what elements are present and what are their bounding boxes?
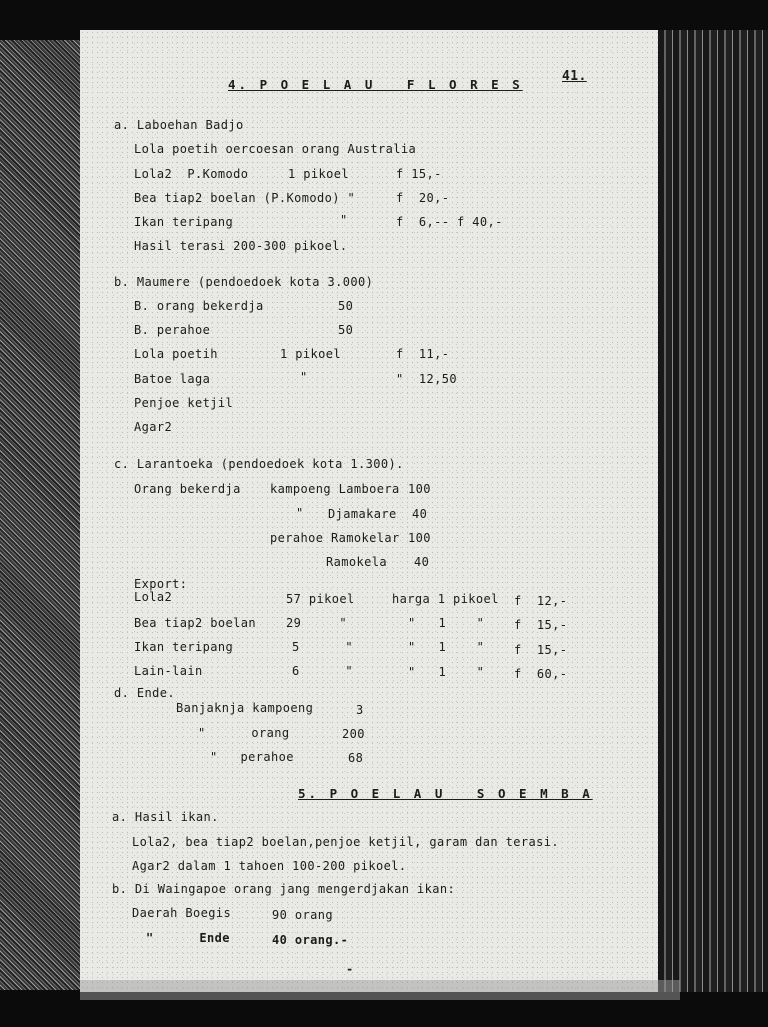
text-line: Orang bekerdja [134, 482, 241, 496]
footer-mark: - [346, 962, 354, 976]
text-line: f 15,- [514, 643, 568, 657]
text-line: Djamakare [328, 507, 397, 521]
text-line: Lola poetih [134, 347, 218, 361]
text-line: 1 pikoel [280, 347, 341, 361]
text-line: B. orang bekerdja [134, 299, 264, 313]
soemba-a-label: a. Hasil ikan. [112, 810, 219, 824]
text-line: 50 [338, 323, 354, 337]
text-line: f 12,- [514, 594, 568, 608]
section-c-label: c. Larantoeka (pendoedoek kota 1.300). [114, 457, 404, 471]
text-line: " perahoe [210, 750, 294, 764]
text-line: 6 " [292, 664, 353, 678]
text-line: " [296, 506, 304, 520]
text-line: 50 [338, 299, 354, 313]
text-line: Lola2 P.Komodo [134, 167, 249, 181]
text-line: 68 [348, 751, 364, 765]
text-line: 5 " [292, 640, 353, 654]
text-line: f 15,- [514, 618, 568, 632]
text-line: " 1 " [408, 665, 485, 679]
text-line: f 60,- [514, 667, 568, 681]
text-line: harga 1 pikoel [392, 592, 499, 606]
text-line: 1 pikoel [288, 167, 349, 181]
text-line: " [340, 213, 348, 227]
text-line: f 20,- [396, 191, 450, 205]
text-line: f 6,-- f 40,- [396, 215, 503, 229]
text-line: Penjoe ketjil [134, 396, 234, 410]
text-line: Ramokela [326, 555, 387, 569]
text-line: Hasil terasi 200-300 pikoel. [134, 239, 348, 253]
text-line: 40 [414, 555, 430, 569]
text-line: Lola poetih oercoesan orang Australia [134, 142, 417, 156]
heading-poelau-soemba: 5. P O E L A U S O E M B A [298, 786, 593, 801]
text-line: Lola2, bea tiap2 boelan,penjoe ketjil, garam dan terasi. [132, 835, 559, 849]
section-b-label: b. Maumere (pendoedoek kota 3.000) [114, 275, 374, 289]
text-line: perahoe Ramokelar [270, 531, 400, 545]
text-line: Batoe laga [134, 372, 211, 386]
scan-bottom-edge [80, 980, 680, 1000]
text-line: 100 [408, 531, 431, 545]
text-line: " orang [198, 726, 290, 740]
text-line: Bea tiap2 boelan [134, 616, 256, 630]
text-line: 40 orang.- [272, 933, 349, 947]
text-line: Daerah Boegis [132, 906, 232, 920]
page-number: 41. [562, 69, 587, 84]
text-line: f 15,- [396, 167, 442, 181]
section-a-label: a. Laboehan Badjo [114, 118, 244, 132]
text-line: " Ende [146, 931, 230, 945]
text-line: Agar2 dalam 1 tahoen 100-200 pikoel. [132, 859, 407, 873]
text-line: " [300, 370, 308, 384]
text-line: Agar2 [134, 420, 173, 434]
text-line: " 1 " [408, 640, 485, 654]
text-line: Banjaknja kampoeng [176, 701, 314, 715]
text-line: 200 [342, 727, 365, 741]
text-line: 40 [412, 507, 428, 521]
scan-right-edge [658, 30, 768, 992]
text-line: Ikan teripang [134, 640, 234, 654]
text-line: 29 " [286, 616, 347, 630]
section-d-label: d. Ende. [114, 686, 175, 700]
text-line: Lola2 [134, 590, 173, 604]
text-line: f 11,- [396, 347, 450, 361]
text-line: B. perahoe [134, 323, 211, 337]
text-line: 90 orang [272, 908, 333, 922]
text-line: 100 [408, 482, 431, 496]
text-line: Lain-lain [134, 664, 203, 678]
heading-poelau-flores: 4. P O E L A U F L O R E S [228, 77, 523, 92]
text-line: kampoeng Lamboera [270, 482, 400, 496]
text-line: 57 pikoel [286, 592, 355, 606]
text-line: Bea tiap2 boelan (P.Komodo) " [134, 191, 356, 205]
text-line: 3 [356, 703, 364, 717]
text-line: " 12,50 [396, 372, 457, 386]
soemba-b-label: b. Di Waingapoe orang jang mengerdjakan ikan: [112, 882, 456, 896]
export-label: Export: [134, 577, 188, 591]
text-line: " 1 " [408, 616, 485, 630]
scan-left-margin [0, 40, 82, 990]
text-line: Ikan teripang [134, 215, 234, 229]
